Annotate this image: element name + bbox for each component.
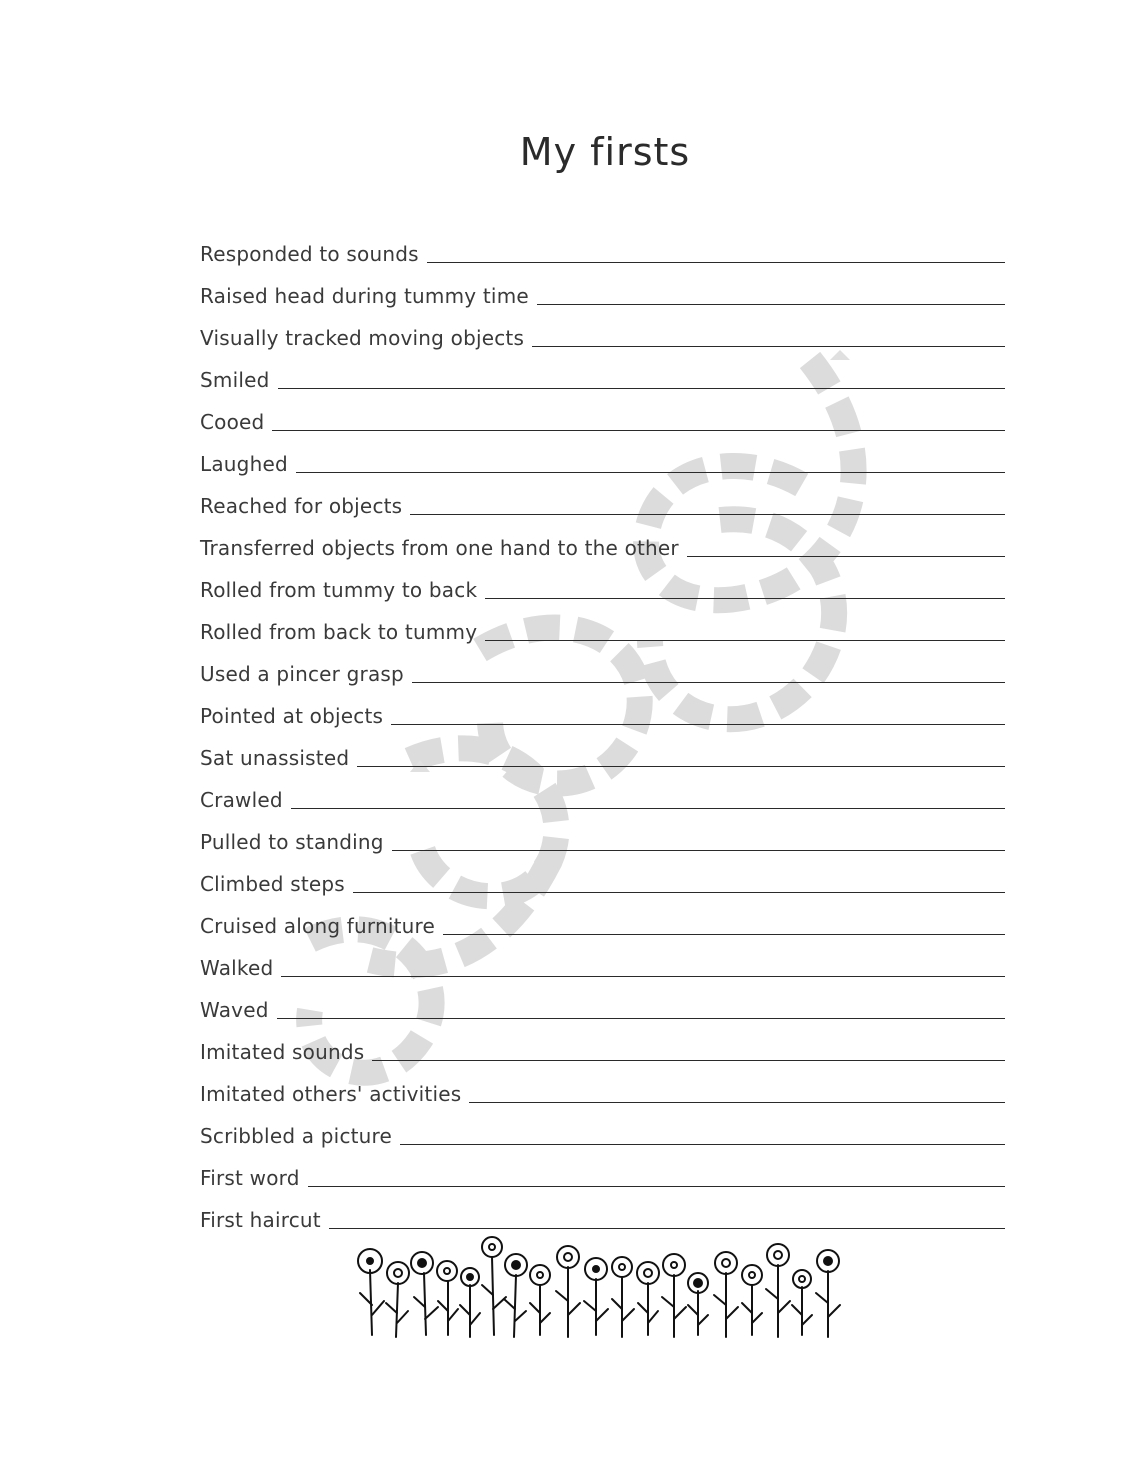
flower-icon <box>584 1258 608 1335</box>
milestone-label: Raised head during tummy time <box>200 284 529 308</box>
milestone-row[interactable] <box>200 477 1005 519</box>
write-in-line[interactable] <box>391 702 1005 725</box>
milestone-label: Visually tracked moving objects <box>200 326 525 350</box>
milestone-list <box>200 225 1005 1233</box>
flower-icon <box>358 1249 384 1335</box>
write-in-line[interactable] <box>469 1080 1005 1103</box>
flower-icon <box>437 1261 458 1335</box>
milestone-label: Scribbled a picture <box>200 1124 393 1148</box>
flower-icon <box>766 1244 790 1337</box>
milestone-label: First haircut <box>200 1208 321 1232</box>
write-in-line[interactable] <box>372 1038 1005 1061</box>
milestone-label: Pulled to standing <box>200 830 384 854</box>
milestone-label: Waved <box>200 998 269 1022</box>
milestone-label: Pointed at objects <box>200 704 384 728</box>
flower-icon <box>792 1270 812 1335</box>
write-in-line[interactable] <box>296 450 1005 473</box>
flower-icon <box>816 1250 840 1337</box>
milestone-row[interactable] <box>200 1107 1005 1149</box>
milestone-row[interactable] <box>200 603 1005 645</box>
flower-icon <box>460 1268 480 1337</box>
milestone-label: Imitated sounds <box>200 1040 365 1064</box>
write-in-line[interactable] <box>357 744 1005 767</box>
milestone-row[interactable] <box>200 1149 1005 1191</box>
milestone-row[interactable] <box>200 309 1005 351</box>
milestone-row[interactable] <box>200 897 1005 939</box>
flower-icon <box>386 1262 409 1337</box>
write-in-line[interactable] <box>281 954 1005 977</box>
milestone-label: Rolled from tummy to back <box>200 578 478 602</box>
flower-icon <box>556 1246 580 1337</box>
milestone-row[interactable] <box>200 561 1005 603</box>
milestone-label: Responded to sounds <box>200 242 419 266</box>
write-in-line[interactable] <box>537 282 1005 305</box>
milestone-row[interactable] <box>200 351 1005 393</box>
milestone-label: Climbed steps <box>200 872 345 896</box>
write-in-line[interactable] <box>443 912 1005 935</box>
flower-icon <box>637 1262 659 1335</box>
write-in-line[interactable] <box>291 786 1005 809</box>
flower-icon <box>662 1254 686 1337</box>
write-in-line[interactable] <box>277 996 1005 1019</box>
write-in-line[interactable] <box>410 492 1005 515</box>
milestone-label: First word <box>200 1166 300 1190</box>
milestone-label: Walked <box>200 956 274 980</box>
write-in-line[interactable] <box>272 408 1005 431</box>
write-in-line[interactable] <box>329 1206 1005 1229</box>
milestone-row[interactable] <box>200 1023 1005 1065</box>
milestone-row[interactable] <box>200 225 1005 267</box>
milestone-row[interactable] <box>200 519 1005 561</box>
milestone-row[interactable] <box>200 1065 1005 1107</box>
flower-icon <box>688 1273 708 1335</box>
milestone-row[interactable] <box>200 687 1005 729</box>
milestone-label: Rolled from back to tummy <box>200 620 478 644</box>
flower-icon <box>411 1252 438 1335</box>
milestone-row[interactable] <box>200 855 1005 897</box>
milestone-row[interactable] <box>200 267 1005 309</box>
milestone-label: Imitated others' activities <box>200 1082 462 1106</box>
milestone-row[interactable] <box>200 645 1005 687</box>
milestone-row[interactable] <box>200 771 1005 813</box>
milestone-row[interactable] <box>200 1191 1005 1233</box>
write-in-line[interactable] <box>427 240 1005 263</box>
write-in-line[interactable] <box>392 828 1005 851</box>
flower-icon <box>504 1254 527 1337</box>
milestone-label: Cruised along furniture <box>200 914 436 938</box>
write-in-line[interactable] <box>687 534 1005 557</box>
write-in-line[interactable] <box>278 366 1006 389</box>
milestone-label: Crawled <box>200 788 283 812</box>
milestone-label: Smiled <box>200 368 270 392</box>
flower-icon <box>612 1257 634 1337</box>
write-in-line[interactable] <box>308 1164 1005 1187</box>
flower-row-illustration <box>350 1235 850 1345</box>
flower-icon <box>742 1265 762 1335</box>
milestone-row[interactable] <box>200 393 1005 435</box>
milestone-label: Transferred objects from one hand to the other <box>200 536 679 560</box>
flower-icon <box>482 1237 506 1335</box>
write-in-line[interactable] <box>412 660 1005 683</box>
milestone-label: Cooed <box>200 410 265 434</box>
milestone-row[interactable] <box>200 435 1005 477</box>
write-in-line[interactable] <box>532 324 1005 347</box>
milestone-label: Sat unassisted <box>200 746 350 770</box>
flower-icon <box>714 1252 738 1337</box>
flower-icon <box>530 1265 550 1335</box>
write-in-line[interactable] <box>353 870 1005 893</box>
page-title: My firsts <box>519 130 691 174</box>
milestone-label: Laughed <box>200 452 288 476</box>
write-in-line[interactable] <box>400 1122 1005 1145</box>
milestone-row[interactable] <box>200 813 1005 855</box>
write-in-line[interactable] <box>485 576 1005 599</box>
milestone-label: Reached for objects <box>200 494 403 518</box>
milestone-label: Used a pincer grasp <box>200 662 404 686</box>
write-in-line[interactable] <box>485 618 1005 641</box>
milestone-row[interactable] <box>200 939 1005 981</box>
milestone-row[interactable] <box>200 729 1005 771</box>
milestone-row[interactable] <box>200 981 1005 1023</box>
